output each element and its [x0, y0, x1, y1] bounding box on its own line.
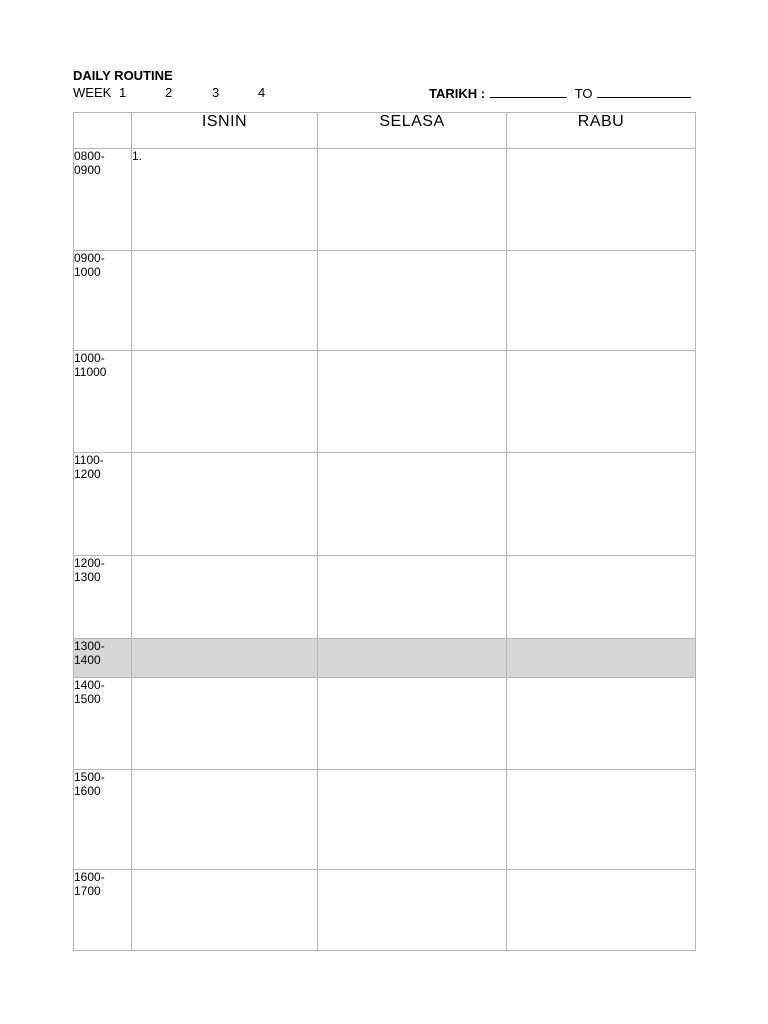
schedule-cell[interactable] [507, 149, 696, 251]
time-slot [74, 351, 132, 453]
schedule-cell[interactable] [318, 678, 507, 770]
week-label: WEEK [73, 85, 112, 100]
time-end: 1000 [74, 265, 101, 279]
schedule-cell[interactable] [507, 556, 696, 639]
table-row [74, 453, 696, 556]
day-header-rabu: RABU [507, 113, 696, 149]
schedule-cell [318, 639, 507, 678]
time-slot [74, 556, 132, 639]
week-number-4: 4 [258, 85, 266, 100]
schedule-cell[interactable] [132, 870, 318, 951]
time-start: 0800- [74, 149, 105, 163]
time-end: 1600 [74, 784, 101, 798]
to-label: TO [574, 86, 593, 101]
week-number-3: 3 [212, 85, 220, 100]
corner-cell [74, 113, 132, 149]
week-number-2: 2 [165, 85, 173, 100]
table-row [74, 351, 696, 453]
schedule-cell[interactable] [318, 251, 507, 351]
time-slot [74, 870, 132, 951]
table-row [74, 870, 696, 951]
table-row-break [74, 639, 696, 678]
schedule-cell[interactable] [507, 351, 696, 453]
table-header-row [74, 113, 696, 149]
table-row [74, 770, 696, 870]
time-end: 0900 [74, 163, 101, 177]
time-start: 0900- [74, 251, 105, 265]
date-to-blank[interactable] [597, 85, 691, 98]
time-start: 1200- [74, 556, 105, 570]
day-header-isnin: ISNIN [132, 113, 318, 149]
schedule-cell[interactable] [507, 678, 696, 770]
time-end: 1200 [74, 467, 101, 481]
time-start: 1500- [74, 770, 105, 784]
time-end: 1500 [74, 692, 101, 706]
time-slot [74, 678, 132, 770]
day-header-selasa: SELASA [318, 113, 507, 149]
header-line [73, 85, 695, 101]
schedule-cell[interactable]: 1. [132, 149, 318, 251]
page-title: DAILY ROUTINE [73, 68, 173, 83]
schedule-cell [132, 639, 318, 678]
time-start: 1600- [74, 870, 105, 884]
table-row [74, 678, 696, 770]
time-end: 1700 [74, 884, 101, 898]
schedule-cell[interactable] [318, 453, 507, 556]
time-slot [74, 251, 132, 351]
time-end: 1300 [74, 570, 101, 584]
time-end: 1400 [74, 653, 101, 667]
time-start: 1000- [74, 351, 105, 365]
schedule-cell[interactable] [132, 556, 318, 639]
schedule-cell[interactable] [318, 870, 507, 951]
date-from-blank[interactable] [490, 85, 567, 98]
time-slot [74, 770, 132, 870]
time-start: 1400- [74, 678, 105, 692]
time-start: 1100- [74, 453, 104, 467]
schedule-cell[interactable] [507, 453, 696, 556]
time-slot [74, 639, 132, 678]
routine-table [73, 112, 696, 951]
time-slot [74, 453, 132, 556]
schedule-cell[interactable] [318, 149, 507, 251]
schedule-cell[interactable] [318, 556, 507, 639]
week-number-1: 1 [119, 85, 127, 100]
table-row [74, 556, 696, 639]
date-range [429, 85, 691, 101]
time-start: 1300- [74, 639, 105, 653]
time-end: 11000 [74, 365, 107, 379]
table-row [74, 251, 696, 351]
date-label: TARIKH : [429, 86, 486, 101]
schedule-cell[interactable] [507, 770, 696, 870]
schedule-cell [507, 639, 696, 678]
schedule-cell[interactable] [132, 453, 318, 556]
schedule-cell[interactable] [132, 678, 318, 770]
time-slot [74, 149, 132, 251]
schedule-cell[interactable] [132, 770, 318, 870]
schedule-cell[interactable] [318, 770, 507, 870]
table-row [74, 149, 696, 251]
schedule-cell[interactable] [132, 251, 318, 351]
schedule-cell[interactable] [507, 870, 696, 951]
schedule-cell[interactable] [132, 351, 318, 453]
schedule-cell[interactable] [507, 251, 696, 351]
schedule-cell[interactable] [318, 351, 507, 453]
